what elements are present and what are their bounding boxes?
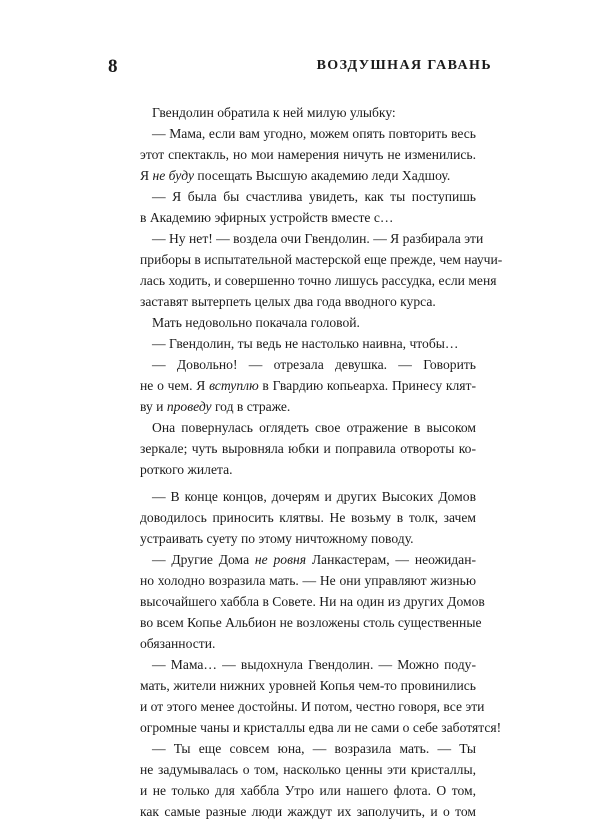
text-line: Я не буду посещать Высшую академию леди Хадшоу. xyxy=(140,168,451,183)
text-line: обязанности. xyxy=(140,636,216,651)
text-line: — Мама, если вам угодно, можем опять повторить весь xyxy=(152,126,476,141)
page-number: 8 xyxy=(108,56,118,77)
text-line: и от этого менее достойны. И потом, честно говоря, все эти xyxy=(140,699,485,714)
text-line: — Ну нет! — воздела очи Гвендолин. — Я разбирала эти xyxy=(152,231,484,246)
text-line: — Гвендолин, ты ведь не настолько наивна, чтобы… xyxy=(152,336,459,351)
text-line: мать, жители нижних уровней Копья чем-то провинились xyxy=(140,678,476,693)
text-line: лась ходить, и совершенно точно лишусь рассудка, если меня xyxy=(140,273,497,288)
text-line: не задумывалась о том, насколько ценны эти кристаллы, xyxy=(140,762,476,777)
text-line: в Академию эфирных устройств вместе с… xyxy=(140,210,394,225)
text-line: не о чем. Я вступлю в Гвардию копьеарха. Принесу клят- xyxy=(140,378,476,393)
text-line: — Ты еще совсем юна, — возразила мать. — Ты xyxy=(152,741,476,756)
text-line: зеркале; чуть выровняла юбки и поправила отвороты ко- xyxy=(140,441,476,456)
text-line: Мать недовольно покачала головой. xyxy=(152,315,360,330)
text-line: — Другие Дома не ровня Ланкастерам, — неожидан- xyxy=(152,552,477,567)
text-line: доводилось приносить клятвы. Не возьму в толк, зачем xyxy=(140,510,476,525)
text-line: ву и проведу год в страже. xyxy=(140,399,291,414)
text-line: — Я была бы счастлива увидеть, как ты поступишь xyxy=(152,189,476,204)
text-line: но холодно возразила мать. — Не они управляют жизнью xyxy=(140,573,476,588)
text-line: — В конце концов, дочерям и других Высоких Домов xyxy=(152,489,476,504)
text-line: Гвендолин обратила к ней милую улыбку: xyxy=(152,105,396,120)
text-line: — Мама… — выдохнула Гвендолин. — Можно поду- xyxy=(152,657,476,672)
running-title: ВОЗДУШНАЯ ГАВАНЬ xyxy=(316,58,492,73)
text-line: и не только для хаббла Утро или нашего флота. О том, xyxy=(140,783,476,798)
text-line: огромные чаны и кристаллы едва ли не сами о себе заботятся! xyxy=(140,720,502,735)
text-line: устраивать суету по этому ничтожному поводу. xyxy=(140,531,414,546)
text-line: Она повернулась оглядеть свое отражение в высоком xyxy=(152,420,476,435)
text-line: — Довольно! — отрезала девушка. — Говорить xyxy=(152,357,476,372)
page-header xyxy=(108,56,492,80)
text-line: этот спектакль, но мои намерения ничуть не изменились. xyxy=(140,147,476,162)
text-line: во всем Копье Альбион не возложены столь существенные xyxy=(140,615,482,630)
text-line: высочайшего хаббла в Совете. Ни на один из других Домов xyxy=(140,594,485,609)
text-line: как самые разные люди жаждут их заполучить, и о том xyxy=(140,804,476,819)
text-line: приборы в испытательной мастерской еще прежде, чем научи- xyxy=(140,252,503,267)
text-line: роткого жилета. xyxy=(140,462,233,477)
text-line: заставят вытерпеть целых два года вводного курса. xyxy=(140,294,436,309)
body-text xyxy=(140,102,503,822)
